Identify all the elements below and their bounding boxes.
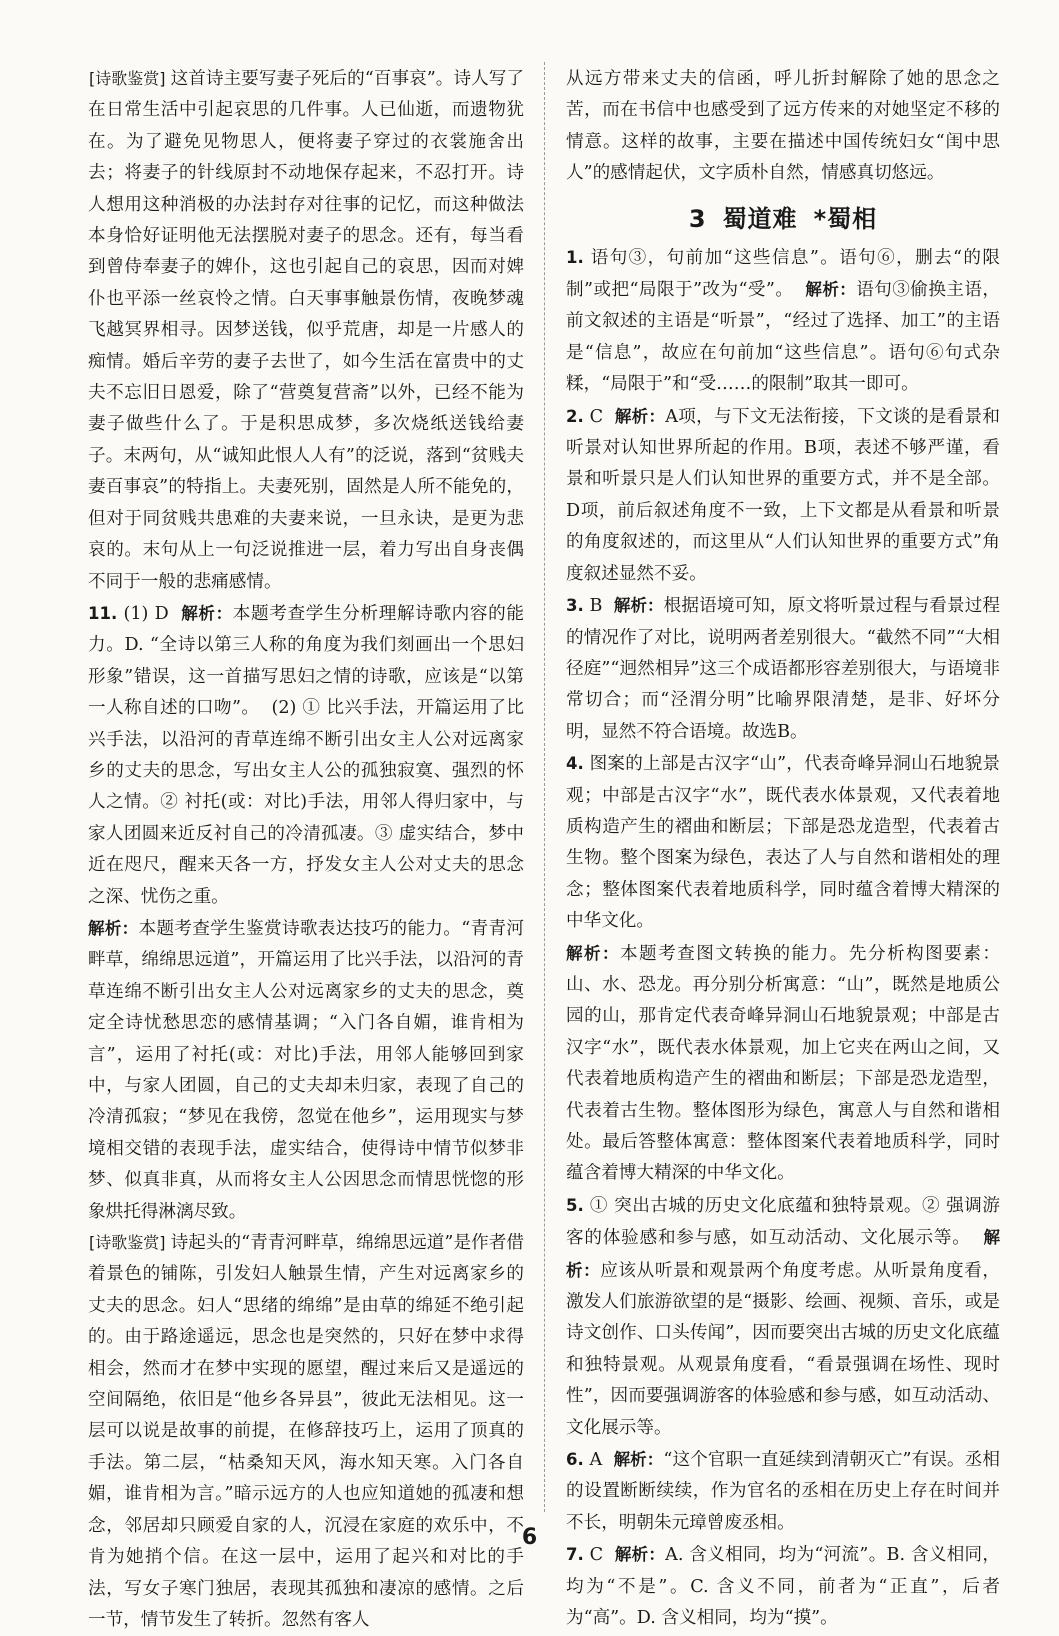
question-number: 6. <box>566 1450 584 1470</box>
question-number: 11. <box>88 603 118 623</box>
poem-appreciation-tag: [ 诗歌鉴赏 ] <box>88 68 167 90</box>
analysis-label: 解析： <box>614 1545 666 1565</box>
question-11-analysis <box>88 913 524 1228</box>
analysis-text: “这个官职一直延续到清朝灭亡”有误。丞相的设置断断续续，作为官名的丞相在历史上存在时间并不长，明朝朱元璋曾废丞相。 <box>566 1450 1001 1533</box>
paragraph-text: 这首诗主要写妻子死后的“百事哀”。诗人写了在日常生活中引起哀思的几件事。人已仙逝，而遗物犹在。为了避免见物思人，便将妻子穿过的衣裳施舍出去；将妻子的针线原封不动地保存起来，不忍打开。诗人想用这种消极的办法封存对往事的记忆，而这种做法本身恰好证明他无法摆脱对妻子的思念。还有，每当看到曾侍奉妻子的婢仆，这也引起自己的哀思，因而对婢仆也平添一丝哀怜之情。白天事事触景伤情，夜晚梦魂飞越冥界相寻。因梦送钱，似乎荒唐，却是一片感人的痴情。婚后辛劳的妻子去世了，如今生活在富贵中的丈夫不忘旧日恩爱，除了“营奠复营斋”以外，已经不能为妻子做些什么了。于是积思成梦，多次烧纸送钱给妻子。末两句，从“诚知此恨人人有”的泛说，落到“贫贱夫妻百事哀”的特指上。夫妻死别，固然是人所不能免的，但对于同贫贱共患难的夫妻来说，一旦永诀，是更为悲哀的。末句从上一句泛说推进一层，着力写出自身丧偶不同于一般的悲痛感情。 <box>88 69 524 592</box>
analysis-label: 解析： <box>614 406 666 426</box>
analysis-label: 解析： <box>613 596 664 616</box>
poem-appreciation-paragraph <box>88 1228 524 1636</box>
poem-appreciation-paragraph <box>88 64 524 598</box>
analysis-label: 解析： <box>566 1228 1000 1280</box>
section-heading <box>566 204 1000 234</box>
answer-text: 语句③，句前加“这些信息”。语句⑥，删去“的限制”或把“局限于”改为“受”。 <box>566 247 1000 301</box>
analysis-label: 解析： <box>805 280 857 300</box>
poem-appreciation-tag: [ 诗歌鉴赏 ] <box>88 1232 167 1254</box>
answer-text: (2) ① 比兴手法，开篇运用了比兴手法，以沿河的青草连绵不断引出女主人公对远离家乡的丈夫的思念，写出女主人公的孤独寂寞、强烈的怀人之情。② 衬托(或：对比)手法，用邻人得归家中，与家人团圆来近反衬自己的冷清孤凄。③ 虚实结合，梦中近在咫尺，醒来天各一方，抒发女主人公对丈夫的思念之深、忧伤之重。 <box>88 698 525 907</box>
analysis-text: A. 含义相同，均为“河流”。B. 含义相同，均为“不是”。C. 含义不同，前者为“正直”，后者为“高”。D. 含义相同，均为“摸”。 <box>566 1545 1001 1629</box>
question-1 <box>566 242 1000 401</box>
question-number: 4. <box>566 754 584 774</box>
question-4 <box>566 748 1000 937</box>
question-4-analysis <box>566 938 1000 1190</box>
question-11 <box>88 598 524 913</box>
analysis-label: 解析： <box>181 603 233 623</box>
analysis-text: 本题考查图文转换的能力。先分析构图要素：山、水、恐龙。再分别分析寓意：“山”，既然是地质公园的山，那肯定代表奇峰异洞山石地貌景观；中部是古汉字“水”，既代表水体景观，加上它夹在两山之间，又代表着地质构造产生的褶曲和断层；下部是恐龙造型，代表着古生物。整体图形为绿色，寓意人与自然和谐相处。最后答整体寓意：整体图案代表着地质科学，同时蕴含着博大精深的中华文化。 <box>566 943 1000 1184</box>
analysis-label: 解析： <box>566 943 620 963</box>
question-number: 5. <box>566 1195 584 1215</box>
question-7 <box>566 1539 1000 1634</box>
analysis-text: 语句③偷换主语，前文叙述的主语是“听景”，“经过了选择、加工”的主语是“信息”，故应在句前加“这些信息”。语句⑥句式杂糅，“局限于”和“受……的限制”取其一即可。 <box>566 280 1000 395</box>
column-divider <box>544 62 545 1512</box>
answer-text: ① 突出古城的历史文化底蕴和独特景观。② 强调游客的体验感和参与感，如互动活动、文化展示等。 <box>566 1195 1001 1249</box>
question-5 <box>566 1190 1000 1444</box>
section-number: 3 <box>688 204 707 233</box>
analysis-text: 本题考查学生分析理解诗歌内容的能力。D. “全诗以第三人称的角度为我们刻画出一个思妇形象”错误，这一首描写思妇之情的诗歌，应该是“以第一人称自述的口吻”。 <box>88 603 525 719</box>
analysis-text: 根据语境可知，原文将听景过程与看景过程的情况作了对比，说明两者差别很大。“截然不同”“大相径庭”“迥然相异”这三个成语都形容差别很大，与语境非常切合；而“泾渭分明”比喻界限清楚，是非、好坏分明，显然不符合语境。故选B。 <box>566 596 1001 742</box>
continuation-paragraph: 从远方带来丈夫的信函，呼儿折封解除了她的思念之苦，而在书信中也感受到了远方传来的对她坚定不移的情意。这样的故事，主要在描述中国传统妇女“闺中思人”的感情起伏，文字质朴自然，情感真切悠远。 <box>566 69 1000 184</box>
question-number: 7. <box>566 1545 584 1565</box>
analysis-text: 应该从听景和观景两个角度考虑。从听景角度看，激发人们旅游欲望的是“摄影、绘画、视频、音乐，或是诗文创作、口头传闻”，因而要突出古城的历史文化底蕴和独特景观。从观景角度看，“看景强调在场性、现时性”，因而要强调游客的体验感和参与感，如互动活动、文化展示等。 <box>566 1260 1000 1438</box>
analysis-label: 解析： <box>88 918 139 938</box>
section-title: 蜀道难 <box>722 204 798 233</box>
section-subtitle: *蜀相 <box>813 204 878 233</box>
left-column <box>88 64 524 1636</box>
question-number: 1. <box>566 247 584 267</box>
analysis-text: 本题考查学生鉴赏诗歌表达技巧的能力。“青青河畔草，绵绵思远道”，开篇运用了比兴手法，以沿河的青草连绵不断引出女主人公对远离家乡的丈夫的思念，奠定全诗忧愁思恋的感情基调；“入门各自媚，谁肯相为言”，运用了衬托(或：对比)手法，用邻人能够回到家中，与家人团圆，自己的丈夫却未归家，表现了自己的冷清孤寂；“梦见在我傍，忽觉在他乡”，运用现实与梦境相交错的表现手法，虚实结合，使得诗中情节似梦非梦、似真非真，从而将女主人公因思念而情思恍惚的形象烘托得淋漓尽致。 <box>88 918 525 1222</box>
answer-choice: C <box>589 406 604 427</box>
answer-choice: C <box>589 1545 604 1566</box>
question-2 <box>566 401 1000 590</box>
question-number: 3. <box>566 596 584 616</box>
analysis-text: A项，与下文无法衔接，下文谈的是看景和听景对认知世界所起的作用。B项，表述不够严谨，看景和听景只是人们认知世界的重要方式，并不是全部。D项，前后叙述角度不一致，上下文都是从看景和听景的角度叙述的，而这里从“人们认知世界的重要方式”角度叙述显然不妥。 <box>566 406 1000 584</box>
question-number: 2. <box>566 406 584 426</box>
answer-choice: B <box>589 596 603 617</box>
paragraph-text: 诗起头的“青青河畔草，绵绵思远道”是作者借着景色的铺陈，引发妇人触景生情，产生对远离家乡的丈夫的思念。妇人“思绪的绵绵”是由草的绵延不绝引起的。由于路途遥远，思念也是突然的，只好在梦中求得相会，然而才在梦中实现的愿望，醒过来后又是遥远的空间隔绝，依旧是“他乡各异县”，彼此无法相见。这一层可以说是故事的前提，在修辞技巧上，运用了顶真的手法。第二层，“枯桑知天风，海水知天寒。入门各自媚，谁肯相为言。”暗示远方的人也应知道她的孤凄和想念，邻居却只顾爱自家的人，沉浸在家庭的欢乐中，不肯为她捎个信。在这一层中，运用了起兴和对比的手法，写女子寒门独居，表现其孤独和凄凉的感情。之后一节，情节发生了转折。忽然有客人 <box>88 1233 524 1630</box>
answer-text: 图案的上部是古汉字“山”，代表奇峰异洞山石地貌景观；中部是古汉字“水”，既代表水体景观，又代表着地质构造产生的褶曲和断层；下部是恐龙造型，代表着古生物。整个图案为绿色，表达了人与自然和谐相处的理念；整体图案代表着地质科学，同时蕴含着博大精深的中华文化。 <box>566 754 1000 932</box>
question-3 <box>566 590 1000 748</box>
answer-choice: A <box>589 1450 603 1471</box>
page-number: 6 <box>521 1525 538 1550</box>
right-column <box>566 64 1000 1635</box>
analysis-label: 解析： <box>613 1450 664 1470</box>
answer-text: (1) D <box>123 603 169 624</box>
